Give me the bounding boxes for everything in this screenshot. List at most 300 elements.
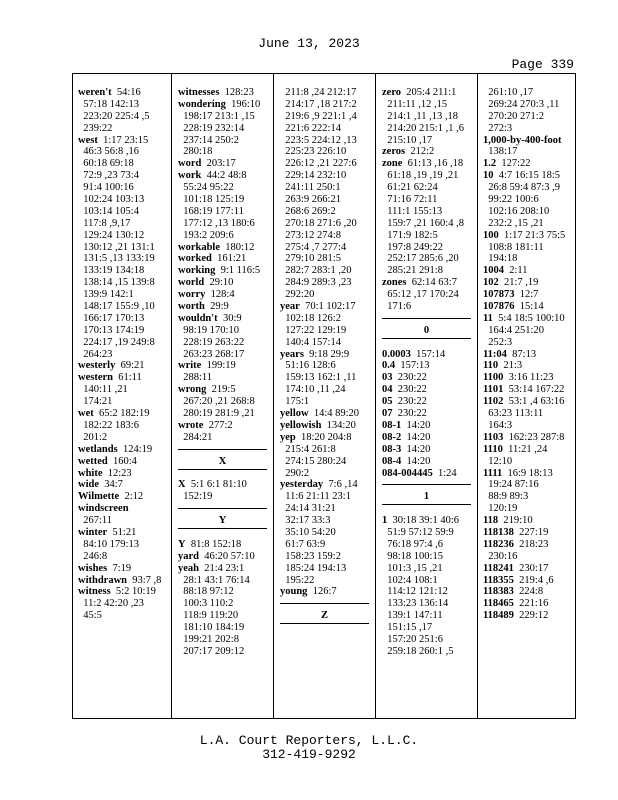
index-references: 120:19 [483,503,518,515]
index-term: 1 [382,515,388,527]
index-references: 177:12 ,13 180:6 [178,217,255,229]
index-entry: 102 21:7 ,19 [483,277,539,289]
index-references: 241:11 250:1 [280,182,341,194]
index-term: Y [178,538,186,550]
index-entry: 118355 219:4 ,6 [483,574,554,586]
index-references: 246:8 [78,550,108,562]
index-entry: yep 18:20 204:8 [280,431,352,443]
index-references: 279:10 281:5 [280,253,341,265]
index-references: 270:18 271:6 ,20 [280,217,357,229]
index-term: zone [382,158,403,170]
index-references: 138:17 [483,146,518,158]
index-references: 232:2 ,15 ,21 [483,217,544,229]
index-references: 65:12 ,17 170:24 [382,289,459,301]
index-references: 228:19 232:14 [178,122,245,134]
index-entry: 1110 11:21 ,24 [483,443,548,455]
index-term: yellowish [280,419,322,431]
index-references: 102:16 208:10 [483,205,550,217]
index-entry: wetlands 124:19 [78,443,153,455]
index-term: wide [78,479,99,491]
index-entry: 1004 2:11 [483,265,528,277]
index-references: 259:18 260:1 ,5 [382,645,454,657]
index-term: yep [280,431,296,443]
index-references: 114:12 121:12 [382,586,448,598]
index-references: 214:20 215:1 ,1 ,6 [382,122,464,134]
index-term: west [78,134,98,146]
index-references: 207:17 209:12 [178,645,245,657]
index-references: 61:18 ,19 ,19 ,21 [382,170,459,182]
index-references: 290:2 [280,467,310,479]
index-term: 0.4 [382,360,396,372]
index-references: 98:18 100:15 [382,550,443,562]
section-rule [382,313,477,325]
index-term: Wilmette [78,491,120,503]
section-rule [382,479,477,491]
index-entry: 107876 15:14 [483,301,544,313]
index-references: 32:17 33:3 [280,515,331,527]
index-term: 11:04 [483,348,507,360]
index-term: winter [78,526,108,538]
index-term: wetlands [78,443,118,455]
section-rule [280,598,375,610]
index-references: 102:4 108:1 [382,574,438,586]
index-entry: year 70:1 102:17 [280,301,356,313]
index-term: world [178,277,205,289]
index-term: 03 [382,372,393,384]
index-references: 230:16 [483,550,518,562]
index-references: 99:22 100:6 [483,194,539,206]
page-number: Page 339 [511,57,574,72]
section-heading: Z [320,610,328,622]
index-references: 219:6 ,9 221:1 ,4 [280,110,357,122]
index-entry: wishes 7:19 [78,562,132,574]
index-term: zero [382,87,402,98]
footer-phone: 312-419-9292 [262,747,356,762]
index-references: 61:7 63:9 [280,538,326,550]
index-references: 261:10 ,17 [483,87,534,98]
index-term: westerly [78,360,116,372]
index-references: 170:13 174:19 [78,324,145,336]
index-references: 139:9 142:1 [78,289,134,301]
index-term: 110 [483,360,499,372]
index-entry: 0.4 157:13 [382,360,430,372]
index-references: 26:8 59:4 87:3 ,9 [483,182,561,194]
index-term: 102 [483,277,499,289]
index-references: 280:19 281:9 ,21 [178,408,255,420]
index-references: 275:4 ,7 277:4 [280,241,347,253]
index-references: 61:21 62:24 [382,182,438,194]
index-references: 174:21 [78,396,113,408]
index-entry: 110 21:3 [483,360,523,372]
index-references: 51:9 57:12 59:9 [382,526,454,538]
index-entry: withdrawn 93:7 ,8 [78,574,162,586]
index-references: 24:14 31:21 [280,503,336,515]
index-entry: wet 65:2 182:19 [78,408,150,420]
index-entry: write 199:19 [178,360,236,372]
index-references: 284:9 289:3 ,23 [280,277,352,289]
index-term: 11 [483,312,493,324]
index-references: 102:18 126:2 [280,312,341,324]
index-entry: 118465 221:16 [483,598,549,610]
index-term: witnesses [178,87,220,98]
index-references: 11:2 42:20 ,23 [78,598,144,610]
index-term: wondering [178,98,226,110]
index-references: 263:9 266:21 [280,194,341,206]
section-rule [382,503,477,515]
index-entry: west 1:17 23:15 [78,134,149,146]
index-term: worth [178,301,205,313]
index-references: 101:3 ,15 ,21 [382,562,443,574]
index-column-1 [78,87,171,622]
index-entry: 118138 227:19 [483,526,549,538]
index-term: 118236 [483,538,514,550]
section-heading: Y [218,515,227,527]
index-entry [483,135,577,147]
section-rule [178,444,273,456]
index-term: yeah [178,562,199,574]
index-term: weren't [78,87,112,98]
index-references: 224:17 ,19 249:8 [78,336,155,348]
index-entry: white 12:23 [78,467,132,479]
index-references: 101:18 125:19 [178,194,245,206]
index-entry: 05 230:22 [382,396,427,408]
index-term: 084-004445 [382,467,433,479]
index-references: 175:1 [280,396,310,408]
index-references: 164:4 251:20 [483,324,544,336]
section-heading: X [218,455,227,467]
index-entry: years 9:18 29:9 [280,348,350,360]
index-references: 55:24 95:22 [178,182,234,194]
index-entry: wrote 277:2 [178,419,233,431]
index-entry: world 29:10 [178,277,234,289]
index-entry: zeros 212:2 [382,146,435,158]
index-references: 102:24 103:13 [78,194,145,206]
index-references: 72:9 ,23 73:4 [78,170,139,182]
index-term: 1,000-by-400-foot [483,134,562,146]
index-references: 117:8 ,9,17 [78,217,131,229]
index-references: 129:24 130:12 [78,229,145,241]
index-entry: worry 128:4 [178,289,235,301]
index-entry: westerly 69:21 [78,360,145,372]
index-references: 63:23 113:11 [483,408,544,420]
index-references: 111:1 155:13 [382,205,443,217]
index-term: wetted [78,455,108,467]
index-references: 130:12 ,21 131:1 [78,241,155,253]
index-references: 269:24 270:3 ,11 [483,98,560,110]
index-references: 171:6 [382,301,412,313]
index-term: worked [178,253,212,265]
index-term: windscreen [78,503,129,515]
index-references: 140:11 ,21 [78,384,128,396]
index-term: 1.2 [483,158,497,170]
index-term: 10 [483,170,494,182]
index-references: 226:12 ,21 227:6 [280,158,357,170]
index-references: 159:7 ,21 160:4 ,8 [382,217,464,229]
index-references: 223:5 224:12 ,13 [280,134,357,146]
index-references: 252:17 285:6 ,20 [382,253,459,265]
index-entry: winter 51:21 [78,526,137,538]
index-entry: wrong 219:5 [178,384,236,396]
index-entry: zero 205:4 211:1 [382,87,457,98]
column-divider [171,74,172,718]
index-term: 08-2 [382,431,402,443]
index-column-4 [382,87,477,658]
index-references: 118:9 119:20 [178,610,239,622]
index-term: zones [382,277,407,289]
index-column-3 [280,87,375,634]
index-references: 267:20 ,21 268:8 [178,396,255,408]
index-references: 131:5 ,13 133:19 [78,253,155,265]
index-entry: workable 180:12 [178,241,255,253]
index-term: young [280,586,308,598]
index-entry: 118236 218:23 [483,538,549,550]
index-references: 264:23 [78,348,113,360]
index-term: workable [178,241,220,253]
index-term: wrote [178,419,204,431]
index-references: 140:4 157:14 [280,336,341,348]
index-references: 91:4 100:16 [78,182,134,194]
index-references: 164:3 [483,419,513,431]
index-entry: 0.0003 157:14 [382,348,446,360]
index-entry: word 203:17 [178,158,236,170]
index-references: 225:23 226:10 [280,146,347,158]
index-references: 185:24 194:13 [280,562,347,574]
index-entry: yeah 21:4 23:1 [178,562,245,574]
index-entry: zones 62:14 63:7 [382,277,457,289]
index-references: 88:18 97:12 [178,586,234,598]
index-entry: Y 81:8 152:18 [178,538,242,550]
index-references: 28:1 43:1 76:14 [178,574,250,586]
index-references: 272:3 [483,122,513,134]
index-term: 1103 [483,431,504,443]
index-entry: 11 5:4 18:5 100:10 [483,312,565,324]
index-references: 98:19 170:10 [178,324,239,336]
index-entry: 1111 16:9 18:13 [483,467,553,479]
index-references: 138:14 ,15 139:8 [78,277,155,289]
index-entry: working 9:1 116:5 [178,265,261,277]
index-references: 57:18 142:13 [78,98,139,110]
index-term: 118138 [483,526,514,538]
index-references: 151:15 ,17 [382,622,433,634]
index-references: 211:11 ,12 ,15 [382,98,448,110]
index-term: wet [78,408,94,420]
index-references: 84:10 179:13 [78,538,139,550]
index-references: 273:12 274:8 [280,229,341,241]
index-references: 51:16 128:6 [280,360,336,372]
index-term: 0.0003 [382,348,411,360]
section-rule [382,337,477,349]
index-term: word [178,158,202,170]
index-references: 171:9 182:5 [382,229,438,241]
index-entry: worth 29:9 [178,301,229,313]
index-entry: 118489 229:12 [483,610,549,622]
index-references: 270:20 271:2 [483,110,544,122]
index-term: 1004 [483,265,504,277]
index-references: 214:17 ,18 217:2 [280,98,357,110]
index-term: 04 [382,384,393,396]
index-entry: wondering 196:10 [178,98,261,110]
index-references: 215:10 ,17 [382,134,433,146]
index-term: 118489 [483,610,514,622]
index-term: 1110 [483,443,503,455]
index-entry: western 61:11 [78,372,142,384]
index-entry: 10 4:7 16:15 18:5 [483,170,561,182]
index-term: yard [178,550,199,562]
index-references: 158:23 159:2 [280,550,341,562]
index-column-2 [178,87,273,658]
index-entry: work 44:2 48:8 [178,170,247,182]
index-references: 194:18 [483,253,518,265]
index-term: western [78,372,113,384]
index-references: 215:4 261:8 [280,443,336,455]
index-term: 118355 [483,574,514,586]
index-entry: wetted 160:4 [78,455,137,467]
index-entry [78,503,171,515]
index-references: 229:14 232:10 [280,170,347,182]
index-entry: witnesses 128:23 [178,87,254,98]
index-term: 118465 [483,598,514,610]
index-references: 182:22 183:6 [78,419,139,431]
index-entry: 1101 53:14 167:22 [483,384,565,396]
index-entry: worked 161:21 [178,253,247,265]
index-references: 60:18 69:18 [78,158,134,170]
index-term: 1111 [483,467,503,479]
section-rule [178,503,273,515]
index-entry: witness 5:2 10:19 [78,586,156,598]
index-entry: weren't 54:16 [78,87,141,98]
index-term: yellow [280,408,309,420]
index-term: working [178,265,216,277]
index-entry: 03 230:22 [382,372,427,384]
index-entry: 1100 3:16 11:23 [483,372,554,384]
index-references: 288:11 [178,372,213,384]
index-references: 71:16 72:11 [382,194,438,206]
index-entry: X 5:1 6:1 81:10 [178,479,247,491]
index-references: 133:23 136:14 [382,598,449,610]
index-entry: 118241 230:17 [483,562,549,574]
index-entry: Wilmette 2:12 [78,491,144,503]
index-entry: yesterday 7:6 ,14 [280,479,358,491]
index-entry: wouldn't 30:9 [178,312,242,324]
index-references: 19:24 87:16 [483,479,539,491]
index-references: 148:17 155:9 ,10 [78,301,155,313]
index-references: 284:21 [178,431,213,443]
index-term: witness [78,586,111,598]
index-references: 280:18 [178,146,213,158]
index-term: 1101 [483,384,504,396]
index-references: 201:2 [78,431,108,443]
index-references: 237:14 250:2 [178,134,239,146]
index-term: wouldn't [178,312,218,324]
index-references: 88:9 89:3 [483,491,529,503]
index-references: 282:7 283:1 ,20 [280,265,352,277]
index-references: 223:20 225:4 ,5 [78,110,150,122]
index-term: years [280,348,304,360]
section-rule [280,622,375,634]
index-references: 292:20 [280,289,315,301]
index-references: 35:10 54:20 [280,526,336,538]
index-references: 76:18 97:4 ,6 [382,538,443,550]
section-heading: 1 [423,491,430,503]
index-references: 285:21 291:8 [382,265,443,277]
index-term: 118241 [483,562,514,574]
index-entry: 11:04 87:13 [483,348,537,360]
index-term: withdrawn [78,574,128,586]
index-references: 168:19 177:11 [178,205,244,217]
index-entry: 1103 162:23 287:8 [483,431,565,443]
index-entry: yard 46:20 57:10 [178,550,255,562]
index-references: 221:6 222:14 [280,122,341,134]
index-term: 118 [483,515,499,527]
index-term: zeros [382,146,406,158]
index-references: 274:15 280:24 [280,455,347,467]
index-entry: 08-2 14:20 [382,431,431,443]
index-references: 152:19 [178,491,213,503]
index-references: 133:19 134:18 [78,265,145,277]
index-references: 199:21 202:8 [178,633,239,645]
index-entry: wide 34:7 [78,479,123,491]
index-term: 100 [483,229,499,241]
index-column-5 [483,87,577,622]
index-term: write [178,360,202,372]
index-term: 107876 [483,301,515,313]
index-references: 267:11 [78,515,113,527]
index-references: 12:10 [483,455,513,467]
index-term: 107873 [483,289,515,301]
index-entry: 1102 53:1 ,4 63:16 [483,396,565,408]
index-references: 11:6 21:11 23:1 [280,491,351,503]
header-date: June 13, 2023 [258,36,360,51]
index-entry: zone 61:13 ,16 ,18 [382,158,464,170]
index-references: 108:8 181:11 [483,241,544,253]
footer-company: L.A. Court Reporters, L.L.C. [199,733,419,748]
index-references: 197:8 249:22 [382,241,443,253]
index-references: 166:17 170:13 [78,312,145,324]
index-entry: young 126:7 [280,586,337,598]
index-entry: yellowish 134:20 [280,419,356,431]
index-term: wrong [178,384,207,396]
index-term: white [78,467,103,479]
index-term: 07 [382,408,393,420]
index-term: yesterday [280,479,324,491]
index-entry: 107873 12:7 [483,289,539,301]
index-references: 46:3 56:8 ,16 [78,146,139,158]
index-term: wishes [78,562,108,574]
index-references: 214:1 ,11 ,13 ,18 [382,110,459,122]
index-references: 268:6 269:2 [280,205,336,217]
index-entry: 084-004445 1:24 [382,467,457,479]
index-references: 127:22 129:19 [280,324,347,336]
index-entry: 1 30:18 39:1 40:6 [382,515,460,527]
index-references: 198:17 213:1 ,15 [178,110,255,122]
index-references: 181:10 184:19 [178,622,245,634]
index-term: year [280,301,300,313]
index-entry: 118 219:10 [483,515,533,527]
index-entry: 08-3 14:20 [382,443,431,455]
index-term: 08-3 [382,443,402,455]
index-entry: 04 230:22 [382,384,427,396]
column-divider [273,74,274,718]
index-references: 157:20 251:6 [382,633,443,645]
index-term: X [178,479,186,491]
index-references: 252:3 [483,336,513,348]
index-term: 05 [382,396,393,408]
section-rule [178,468,273,480]
index-references: 195:22 [280,574,315,586]
index-entry: 100 1:17 21:3 75:5 [483,229,566,241]
index-frame [72,73,576,719]
index-references: 100:3 110:2 [178,598,234,610]
